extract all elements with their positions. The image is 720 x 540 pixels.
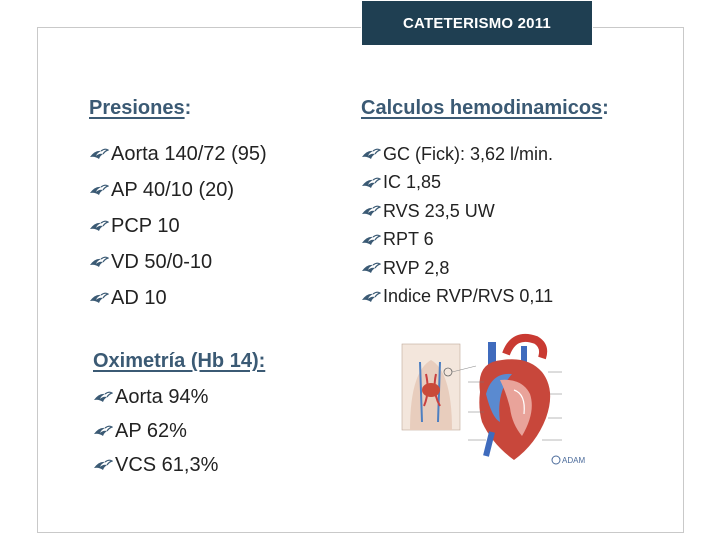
list-item [361,283,553,312]
leaf-bullet-icon [89,183,111,197]
list-item-text: AP 40/10 (20) [111,178,235,201]
list-item [361,226,553,255]
presiones-heading [89,97,191,120]
list-item-text: RVS 23,5 UW [383,200,495,221]
list-item-text: VD 50/0-10 [111,250,213,273]
list-item [89,172,267,208]
leaf-bullet-icon [93,390,115,404]
list-item-text: Aorta 94% [115,385,209,408]
list-item [89,136,267,172]
list-item [361,140,553,169]
list-item-text: PCP 10 [111,214,180,237]
list-item [361,197,553,226]
leaf-bullet-icon [361,233,383,247]
leaf-bullet-icon [93,458,115,472]
list-item [89,280,267,316]
presiones-heading-colon: : [184,97,192,119]
list-item [89,208,267,244]
oximetria-list [93,380,218,482]
list-item-text: VCS 61,3% [115,453,219,476]
list-item-text: RVP 2,8 [383,257,450,278]
calculos-list [361,140,553,311]
list-item-text: AP 62% [115,419,187,442]
list-item-text: IC 1,85 [383,172,442,193]
list-item [93,448,218,482]
presiones-heading-text: Presiones [89,97,185,119]
list-item-text: AD 10 [111,286,167,309]
list-item [93,414,218,448]
leaf-bullet-icon [361,290,383,304]
calculos-heading [361,97,609,120]
leaf-bullet-icon [93,424,115,438]
calculos-heading-text: Calculos hemodinamicos [361,97,603,119]
leaf-bullet-icon [89,219,111,233]
slide-title-banner [361,0,593,46]
leaf-bullet-icon [89,147,111,161]
list-item-text: RPT 6 [383,229,434,250]
presiones-list [89,136,267,316]
list-item-text: Aorta 140/72 (95) [111,142,267,165]
list-item [89,244,267,280]
list-item [93,380,218,414]
leaf-bullet-icon [361,261,383,275]
list-item [361,169,553,198]
calculos-heading-colon: : [602,97,609,119]
list-item-text: GC (Fick): 3,62 l/min. [383,143,554,164]
oximetria-heading-text: Oximetría (Hb 14): [93,350,266,372]
oximetria-heading [93,350,265,373]
heart-anatomy-icon [396,332,586,468]
leaf-bullet-icon [89,291,111,305]
leaf-bullet-icon [361,204,383,218]
leaf-bullet-icon [361,147,383,161]
list-item [361,254,553,283]
heart-anatomy-illustration [396,332,586,468]
leaf-bullet-icon [89,255,111,269]
leaf-bullet-icon [361,176,383,190]
slide-title: CATETERISMO 2011 [403,14,551,32]
adam-logo-text: ADAM [562,456,586,465]
list-item-text: Indice RVP/RVS 0,11 [383,286,554,307]
